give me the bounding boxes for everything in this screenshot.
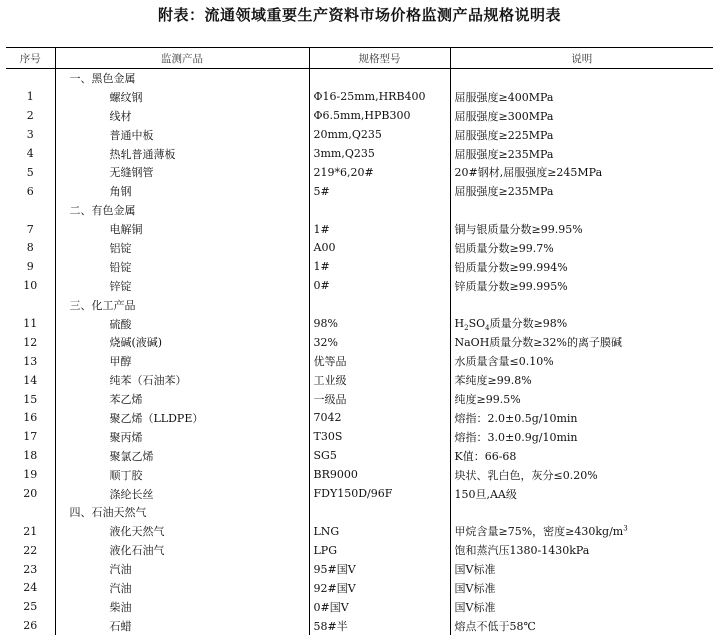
description: 水质量含量≤0.10% — [450, 352, 713, 371]
group-label: 二、有色金属 — [55, 201, 309, 220]
spec-model: 92#国Ⅴ — [309, 579, 450, 598]
product-name: 铝锭 — [55, 239, 309, 258]
product-name: 汽油 — [55, 560, 309, 579]
row-number: 9 — [26, 260, 34, 274]
table-row — [6, 182, 713, 201]
product-name: 顺丁胶 — [55, 465, 309, 484]
table-row — [6, 484, 713, 503]
row-number: 2 — [26, 109, 34, 123]
product-name: 聚乙烯（LLDPE） — [55, 409, 309, 428]
group-no-cell — [6, 503, 55, 522]
spec-model: Φ6.5mm,HPB300 — [309, 106, 450, 125]
row-number: 1 — [26, 90, 34, 104]
spec-model: Φ16-25mm,HRB400 — [309, 87, 450, 106]
product-name: 柴油 — [55, 597, 309, 616]
spec-model: 219*6,20# — [309, 163, 450, 182]
spec-model: A00 — [309, 239, 450, 258]
product-name: 涤纶长丝 — [55, 484, 309, 503]
row-number: 26 — [23, 619, 38, 633]
description: 国Ⅴ标准 — [450, 560, 713, 579]
row-number: 6 — [26, 184, 34, 198]
row-number: 23 — [23, 562, 38, 576]
product-name: 液化天然气 — [55, 522, 309, 541]
product-name: 苯乙烯 — [55, 390, 309, 409]
row-number: 21 — [23, 524, 38, 538]
table-row — [6, 125, 713, 144]
description — [450, 522, 713, 541]
description: 铅质量分数≥99.994% — [450, 257, 713, 276]
table-row — [6, 106, 713, 125]
table-row — [6, 333, 713, 352]
description: 铜与银质量分数≥99.95% — [450, 220, 713, 239]
header-spec: 规格型号 — [309, 48, 450, 69]
group-row — [6, 503, 713, 522]
description: 苯纯度≥99.8% — [450, 371, 713, 390]
description: 块状、乳白色，灰分≤0.20% — [450, 465, 713, 484]
description-part: 甲烷含量≥75%，密度≥430kg/m — [454, 525, 624, 539]
group-desc-cell — [450, 69, 713, 88]
table-row — [6, 409, 713, 428]
product-name: 铅锭 — [55, 257, 309, 276]
product-name: 聚丙烯 — [55, 427, 309, 446]
description: 屈服强度≥235MPa — [450, 182, 713, 201]
row-number: 13 — [23, 354, 38, 368]
description: 屈服强度≥300MPa — [450, 106, 713, 125]
description: 纯度≥99.5% — [450, 390, 713, 409]
description-part: 质量分数≥98% — [489, 316, 568, 330]
spec-model: 1# — [309, 220, 450, 239]
description: 20#钢材,屈服强度≥245MPa — [450, 163, 713, 182]
spec-model: 98% — [309, 314, 450, 333]
spec-model: SG5 — [309, 446, 450, 465]
description-part: H — [454, 316, 465, 330]
description-part: 3 — [623, 524, 628, 533]
row-number: 12 — [23, 335, 38, 349]
row-number: 5 — [26, 165, 34, 179]
table-row — [6, 352, 713, 371]
row-number: 18 — [23, 449, 38, 463]
table-row — [6, 427, 713, 446]
group-desc-cell — [450, 503, 713, 522]
row-number: 15 — [23, 392, 38, 406]
group-spec-cell — [309, 295, 450, 314]
spec-model: 32% — [309, 333, 450, 352]
table-row — [6, 371, 713, 390]
description-part: 4 — [485, 324, 490, 333]
spec-model: 优等品 — [309, 352, 450, 371]
table-row — [6, 257, 713, 276]
group-desc-cell — [450, 295, 713, 314]
group-label: 四、石油天然气 — [55, 503, 309, 522]
product-name: 无缝钢管 — [55, 163, 309, 182]
description-part: SO — [468, 316, 486, 330]
description: 屈服强度≥225MPa — [450, 125, 713, 144]
description: 铝质量分数≥99.7% — [450, 239, 713, 258]
group-no-cell — [6, 295, 55, 314]
product-name: 汽油 — [55, 579, 309, 598]
product-name: 锌锭 — [55, 276, 309, 295]
spec-model: FDY150D/96F — [309, 484, 450, 503]
description: 150旦,AA级 — [450, 484, 713, 503]
spec-model: 95#国Ⅴ — [309, 560, 450, 579]
row-number: 8 — [26, 241, 34, 255]
row-number: 11 — [23, 317, 38, 331]
spec-table — [6, 47, 713, 635]
table-header — [6, 48, 713, 69]
description: 国Ⅴ标准 — [450, 579, 713, 598]
group-row — [6, 69, 713, 88]
group-label: 三、化工产品 — [55, 295, 309, 314]
description: 屈服强度≥235MPa — [450, 144, 713, 163]
row-number: 19 — [23, 468, 38, 482]
product-name: 普通中板 — [55, 125, 309, 144]
spec-model: 5# — [309, 182, 450, 201]
product-name: 角钢 — [55, 182, 309, 201]
description: 锌质量分数≥99.995% — [450, 276, 713, 295]
row-number: 4 — [26, 147, 34, 160]
table-row — [6, 579, 713, 598]
product-name: 聚氯乙烯 — [55, 446, 309, 465]
product-name: 线材 — [55, 106, 309, 125]
product-name: 纯苯（石油苯） — [55, 371, 309, 390]
row-number: 7 — [26, 222, 34, 236]
group-spec-cell — [309, 69, 450, 88]
product-name: 烧碱(液碱) — [55, 333, 309, 352]
description: 熔点不低于58℃ — [450, 616, 713, 635]
table-body — [6, 69, 713, 636]
group-row — [6, 201, 713, 220]
description: 国Ⅴ标准 — [450, 597, 713, 616]
header-product: 监测产品 — [55, 48, 309, 69]
table-row — [6, 314, 713, 333]
group-label: 一、黑色金属 — [55, 69, 309, 88]
group-desc-cell — [450, 201, 713, 220]
description — [450, 314, 713, 333]
spec-model: 58#半 — [309, 616, 450, 635]
spec-model: BR9000 — [309, 465, 450, 484]
table-row — [6, 522, 713, 541]
spec-model: 3mm,Q235 — [309, 144, 450, 163]
table-row — [6, 390, 713, 409]
row-number: 14 — [23, 373, 38, 387]
description: 熔指：2.0±0.5g/10min — [450, 409, 713, 428]
spec-model: 工业级 — [309, 371, 450, 390]
group-row — [6, 295, 713, 314]
table-row — [6, 144, 713, 163]
spec-model: LNG — [309, 522, 450, 541]
header-desc: 说明 — [450, 48, 713, 69]
row-number: 20 — [23, 487, 38, 501]
table-row — [6, 220, 713, 239]
product-name: 电解铜 — [55, 220, 309, 239]
group-spec-cell — [309, 503, 450, 522]
table-row — [6, 239, 713, 258]
table-row — [6, 616, 713, 635]
header-no: 序号 — [6, 48, 55, 69]
description: 熔指：3.0±0.9g/10min — [450, 427, 713, 446]
product-name: 螺纹钢 — [55, 87, 309, 106]
table-row — [6, 465, 713, 484]
spec-model: LPG — [309, 541, 450, 560]
row-number: 22 — [23, 543, 38, 557]
spec-model: 0# — [309, 276, 450, 295]
row-number: 16 — [23, 411, 38, 425]
spec-model: 一级品 — [309, 390, 450, 409]
table-row — [6, 446, 713, 465]
group-no-cell — [6, 69, 55, 88]
description-part: 2 — [464, 324, 469, 333]
description: 屈服强度≥400MPa — [450, 87, 713, 106]
spec-model: T30S — [309, 427, 450, 446]
spec-model: 0#国Ⅴ — [309, 597, 450, 616]
row-number: 10 — [23, 279, 38, 293]
description: K值：66-68 — [450, 446, 713, 465]
description: NaOH质量分数≥32%的离子膜碱 — [450, 333, 713, 352]
page-title: 附表：流通领域重要生产资料市场价格监测产品规格说明表 — [157, 6, 561, 24]
row-number: 17 — [23, 430, 38, 444]
product-name: 液化石油气 — [55, 541, 309, 560]
product-name: 硫酸 — [55, 314, 309, 333]
table-row — [6, 541, 713, 560]
table-row — [6, 163, 713, 182]
description: 饱和蒸汽压1380-1430kPa — [450, 541, 713, 560]
table-row — [6, 276, 713, 295]
row-number: 25 — [23, 600, 38, 614]
product-name: 甲醇 — [55, 352, 309, 371]
group-no-cell — [6, 201, 55, 220]
table-row — [6, 87, 713, 106]
table-row — [6, 597, 713, 616]
spec-model: 1# — [309, 257, 450, 276]
spec-model: 20mm,Q235 — [309, 125, 450, 144]
table-row — [6, 560, 713, 579]
group-spec-cell — [309, 201, 450, 220]
product-name: 热轧普通薄板 — [55, 144, 309, 163]
row-number: 24 — [23, 581, 38, 595]
spec-model: 7042 — [309, 409, 450, 428]
row-number: 3 — [26, 128, 34, 142]
product-name: 石蜡 — [55, 616, 309, 635]
